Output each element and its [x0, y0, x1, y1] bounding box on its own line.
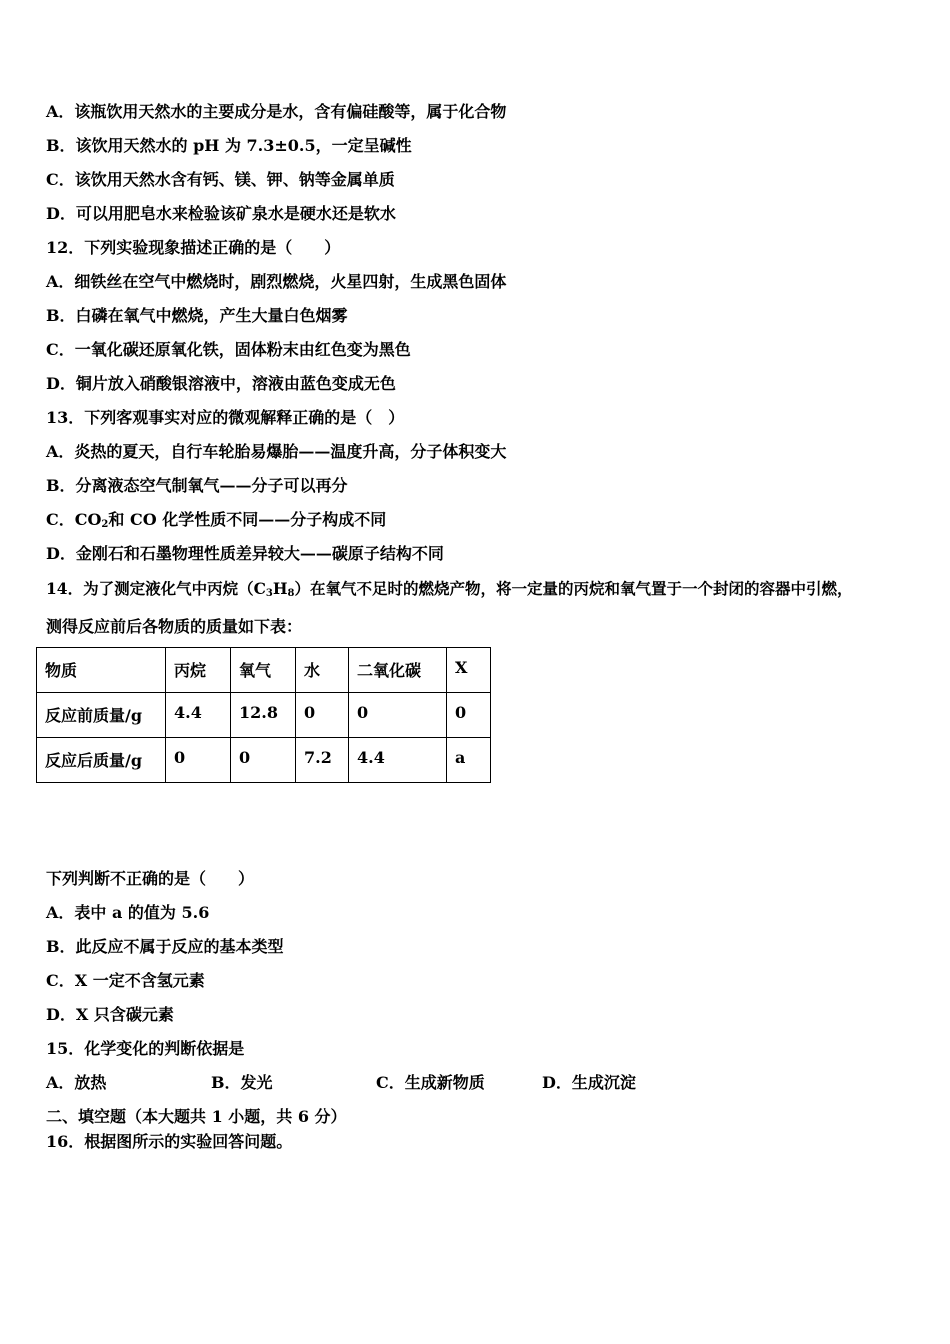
q13-stem: 13．下列客观事实对应的微观解释正确的是（ ）	[46, 408, 405, 427]
q13-c-pre: C．CO	[46, 510, 102, 529]
q11-option-c: C．该饮用天然水含有钙、镁、钾、钠等金属单质	[46, 170, 395, 189]
table-header-cell: 丙烷	[166, 648, 231, 693]
table-header-cell: 氧气	[231, 648, 296, 693]
table-row	[37, 693, 491, 738]
q15-options	[46, 1073, 746, 1093]
table-header-cell: 水	[296, 648, 349, 693]
q15-option-d: D．生成沉淀	[542, 1073, 636, 1092]
q11-option-b: B．该饮用天然水的 pH 为 7.3±0.5，一定呈碱性	[46, 136, 412, 155]
q14-option-d: D．X 只含碳元素	[46, 1005, 174, 1024]
q12-option-d: D．铜片放入硝酸银溶液中，溶液由蓝色变成无色	[46, 374, 396, 393]
table-cell: a	[447, 738, 491, 783]
q14-question: 下列判断不正确的是（ ）	[46, 869, 255, 888]
q14-option-c: C．X 一定不含氢元素	[46, 971, 205, 990]
q13-c-sub: 2	[101, 519, 109, 530]
q15-option-b: B．发光	[211, 1073, 273, 1092]
mass-table	[36, 647, 491, 783]
q12-option-a: A．细铁丝在空气中燃烧时，剧烈燃烧，火星四射，生成黑色固体	[46, 272, 507, 291]
q12-option-b: B．白磷在氧气中燃烧，产生大量白色烟雾	[46, 306, 348, 325]
table-header-cell: 物质	[37, 648, 166, 693]
q12-option-c: C．一氧化碳还原氧化铁，固体粉末由红色变为黑色	[46, 340, 411, 359]
q13-option-c	[46, 510, 386, 535]
q14-option-b: B．此反应不属于反应的基本类型	[46, 937, 284, 956]
q13-c-post: 和 CO 化学性质不同——分子构成不同	[108, 510, 387, 529]
table-cell: 12.8	[231, 693, 296, 738]
table-cell: 0	[447, 693, 491, 738]
q13-option-b: B．分离液态空气制氧气——分子可以再分	[46, 476, 348, 495]
table-cell: 4.4	[349, 738, 447, 783]
q14-option-a: A．表中 a 的值为 5.6	[46, 903, 210, 922]
table-cell: 0	[349, 693, 447, 738]
table-cell: 0	[166, 738, 231, 783]
q14-stem-line2: 测得反应前后各物质的质量如下表：	[46, 617, 303, 636]
q11-option-d: D．可以用肥皂水来检验该矿泉水是硬水还是软水	[46, 204, 396, 223]
table-cell: 0	[231, 738, 296, 783]
q14-stem	[46, 579, 853, 604]
q11-option-a: A．该瓶饮用天然水的主要成分是水，含有偏硅酸等，属于化合物	[46, 102, 507, 121]
q13-option-a: A．炎热的夏天，自行车轮胎易爆胎——温度升高，分子体积变大	[46, 442, 507, 461]
q14-stem-sub2: 8	[287, 588, 295, 599]
table-cell: 7.2	[296, 738, 349, 783]
table-cell: 反应后质量/g	[37, 738, 166, 783]
table-cell: 0	[296, 693, 349, 738]
q15-option-a: A．放热	[46, 1073, 107, 1092]
q14-stem-pre: 14．为了测定液化气中丙烷（C	[46, 579, 266, 598]
table-header-cell: X	[447, 648, 491, 693]
table-header-cell: 二氧化碳	[349, 648, 447, 693]
q14-stem-sub1: 3	[265, 588, 273, 599]
q13-option-d: D．金刚石和石墨物理性质差异较大——碳原子结构不同	[46, 544, 444, 563]
q15-stem: 15．化学变化的判断依据是	[46, 1039, 245, 1058]
q12-stem: 12．下列实验现象描述正确的是（ ）	[46, 238, 341, 257]
table-cell: 反应前质量/g	[37, 693, 166, 738]
q14-stem-mid: H	[272, 579, 288, 598]
section-title: 二、填空题（本大题共 1 小题，共 6 分）	[46, 1107, 347, 1126]
table-row	[37, 738, 491, 783]
q14-stem-post: ）在氧气不足时的燃烧产物，将一定量的丙烷和氧气置于一个封闭的容器中引燃，	[294, 579, 853, 598]
table-header-row	[37, 648, 491, 693]
table-cell: 4.4	[166, 693, 231, 738]
q15-option-c: C．生成新物质	[376, 1073, 485, 1092]
q16-stem: 16．根据图所示的实验回答问题。	[46, 1132, 293, 1151]
